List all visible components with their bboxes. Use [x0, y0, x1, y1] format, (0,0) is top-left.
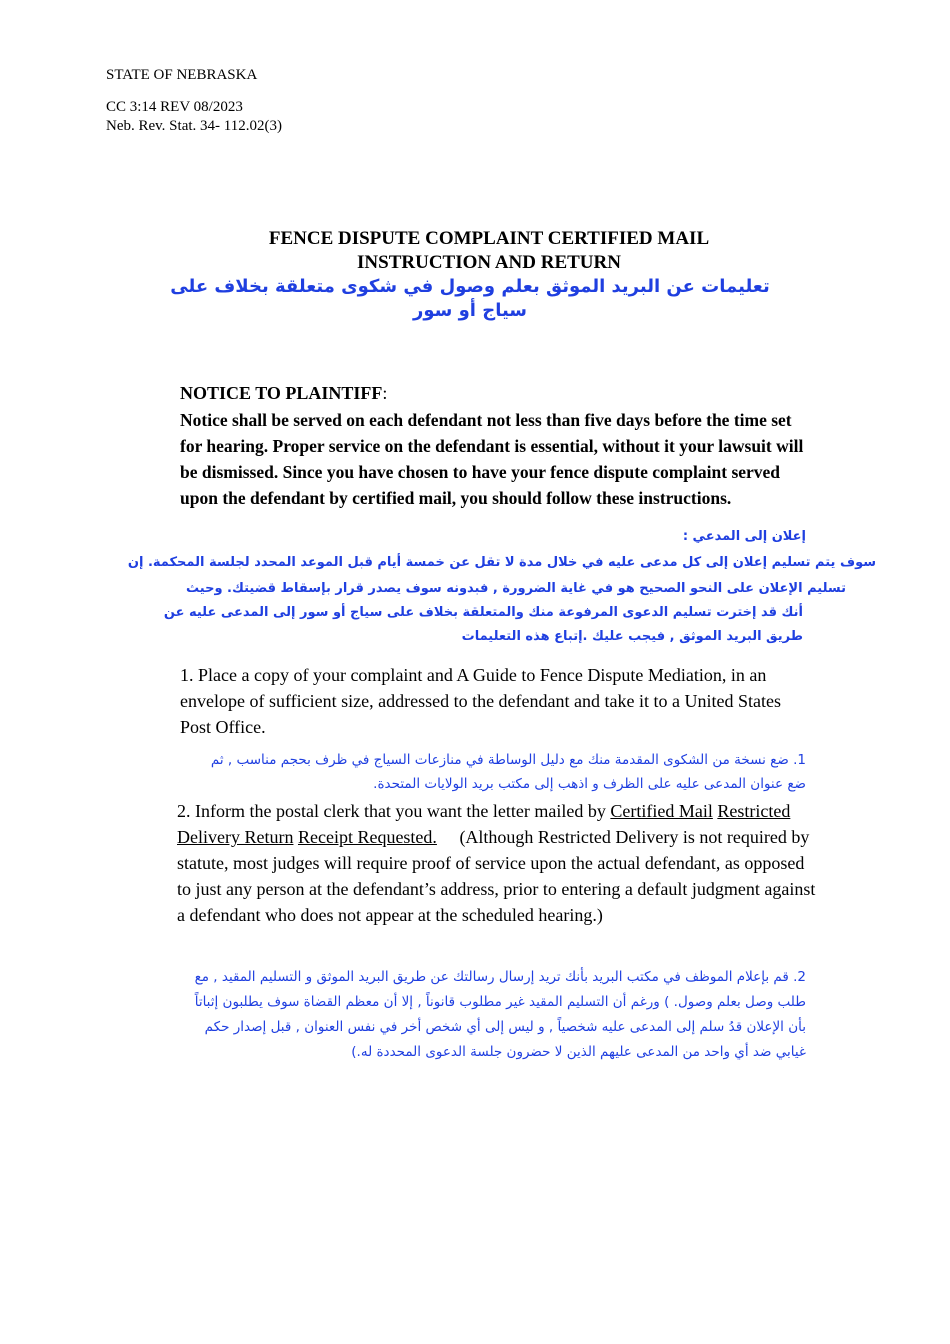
state-name: STATE OF NEBRASKA [106, 67, 258, 83]
step-2-arabic-line-1: 2. قم بإعلام الموظف في مكتب البريد بأنك تريد إرسال رسالتك عن طريق البريد الموثق و التسليم المقيد , مع [194, 969, 806, 985]
notice-arabic-line-1: سوف يتم تسليم إعلان إلى كل مدعى عليه في خلال مدة لا تقل عن خمسة أيام قبل الموعد المحدد لجلسة المحكمة. إن [127, 555, 876, 570]
statute-reference: Neb. Rev. Stat. 34- 112.02(3) [106, 118, 282, 134]
step-2-arabic-line-4: غيابي ضد أي واحد من المدعى عليهم الذين لا حضرون جلسة الدعوى المحددة له.) [351, 1044, 806, 1060]
notice-arabic-line-3: أنك قد إخترت تسليم الدعوى المرفوعة منك والمتعلقة بخلاف على سياج أو سور إلى المدعى عليه عن [163, 605, 803, 620]
title-line-2: INSTRUCTION AND RETURN [357, 252, 621, 273]
step-2-restricted: Restricted [717, 801, 791, 821]
step-2-rest: (Although Restricted Delivery is not required by statute, most judges will require proof of service upon the actual defendant, as opposed to just any person at the defendant’s address, prior to entering a default judgment against a defendant who does not appear at the scheduled hearing.) [177, 827, 820, 925]
notice-heading-text: NOTICE TO PLAINTIFF [180, 383, 383, 403]
step-2-certified-mail: Certified Mail [610, 801, 713, 821]
step-2-receipt-requested: Receipt Requested. [297, 827, 437, 847]
notice-heading [180, 383, 387, 404]
step-1-arabic-line-2: ضع عنوان المدعى عليه على الظرف و اذهب إلى مكتب بريد الولايات المتحدة. [373, 776, 806, 792]
step-2-intro: 2. Inform the postal clerk that you want the letter mailed by [177, 801, 611, 821]
title-line-1: FENCE DISPUTE COMPLAINT CERTIFIED MAIL [268, 228, 710, 249]
step-2-arabic-line-3: بأن الإعلان قدُ سلم إلى المدعى عليه شخصياً , و ليس إلى أي شخص أخر في نفس العنوان , قبل إصدار حكم [204, 1019, 806, 1035]
step-1-arabic-line-1: 1. ضع نسخة من الشكوى المقدمة منك مع دليل الوساطة في منازعات السياج في ظرف بحجم مناسب , ثم [210, 752, 806, 768]
notice-arabic-line-2: تسليم الإعلان على النحو الصحيح هو في غاية الضرورة , فبدونه سوف يصدر قرار بإسقاط قضيتك. وحيث [186, 581, 846, 596]
notice-heading-colon: : [382, 383, 388, 403]
form-code: CC 3:14 REV 08/2023 [106, 99, 243, 115]
step-2-delivery-return: Delivery Return [177, 827, 294, 847]
step-1-text: 1. Place a copy of your complaint and A Guide to Fence Dispute Mediation, in an envelope of sufficient size, addressed to the defendant and take it to a United States Post Office. [180, 665, 781, 737]
title-arabic: تعليمات عن البريد الموثق بعلم وصول في شكوى متعلقة بخلاف على سياج أو سور [170, 276, 770, 321]
step-2-text [177, 798, 820, 928]
step-2-arabic-line-2: طلب وصل بعلم وصول. ) ورغم أن التسليم المقيد غير مطلوب قانوناً , إلا أن معظم القضاة سوف يطلبون إثباتاً [194, 994, 806, 1010]
notice-body: Notice shall be served on each defendant not less than five days before the time set for hearing. Proper service on the defendant is essential, without it your lawsuit will be dismissed. Since you have chosen to have your fence dispute complaint served upon the defendant by certified mail, you should follow these instructions. [180, 410, 804, 508]
notice-arabic-heading: إعلان إلى المدعي : [682, 529, 806, 544]
notice-arabic-line-4: طريق البريد الموثق , فيجب عليك .إتباع هذه التعليمات [461, 629, 803, 644]
